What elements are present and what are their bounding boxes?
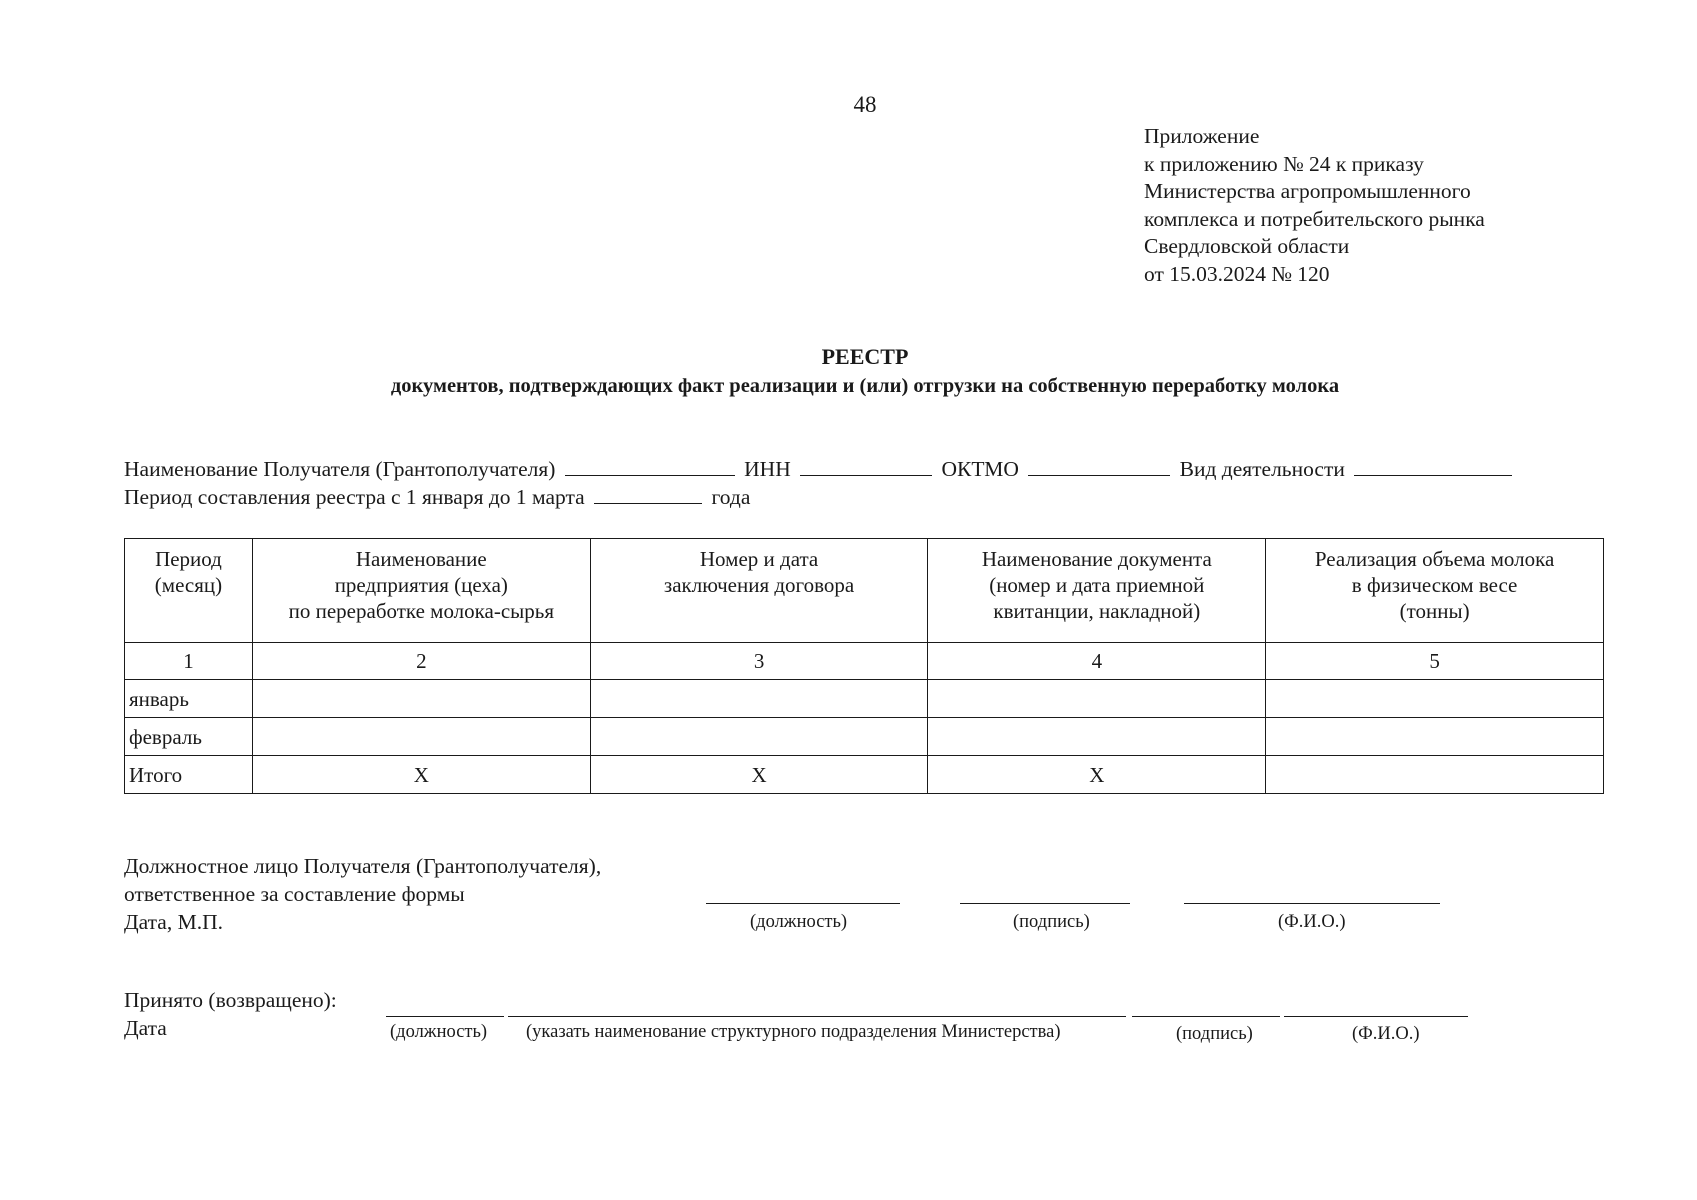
caption-fio: (Ф.И.О.) bbox=[1278, 912, 1346, 932]
activity-label: Вид деятельности bbox=[1179, 457, 1345, 481]
inn-label: ИНН bbox=[744, 457, 791, 481]
document-subtitle: документов, подтверждающих факт реализации и (или) отгрузки на собственную переработку молока bbox=[390, 375, 1340, 397]
row-label: февраль bbox=[125, 718, 253, 756]
document-title: РЕЕСТР bbox=[821, 344, 909, 369]
accepted-department-line[interactable] bbox=[508, 1015, 1126, 1017]
recipient-label: Наименование Получателя (Грантополучателя) bbox=[124, 457, 556, 481]
official-line: ответственное за составление формы bbox=[124, 882, 465, 906]
table-cell[interactable] bbox=[928, 718, 1266, 756]
fio-signature-line[interactable] bbox=[1184, 902, 1440, 904]
accepted-label: Принято (возвращено): bbox=[124, 988, 337, 1012]
register-table bbox=[124, 538, 1604, 794]
table-row-january bbox=[125, 680, 1604, 718]
header-cell-contract: Номер и дата заключения договора bbox=[590, 539, 928, 643]
activity-blank[interactable] bbox=[1354, 456, 1512, 476]
header-cell-volume: Реализация объема молока в физическом весе (тонны) bbox=[1266, 539, 1604, 643]
table-header-row bbox=[125, 539, 1604, 643]
caption-position: (должность) bbox=[750, 912, 848, 932]
table-cell[interactable] bbox=[928, 680, 1266, 718]
recipient-fields-line bbox=[124, 456, 1516, 482]
recipient-blank[interactable] bbox=[565, 456, 735, 476]
column-number: 5 bbox=[1266, 643, 1604, 680]
table-row-february bbox=[125, 718, 1604, 756]
appendix-line: от 15.03.2024 № 120 bbox=[1144, 261, 1330, 286]
row-label: Итого bbox=[125, 756, 253, 794]
header-cell-document: Наименование документа (номер и дата приемной квитанции, накладной) bbox=[928, 539, 1266, 643]
accepted-date-label: Дата bbox=[124, 1016, 167, 1040]
table-cell[interactable] bbox=[590, 718, 928, 756]
header-cell-enterprise: Наименование предприятия (цеха) по переработке молока-сырья bbox=[252, 539, 590, 643]
caption-accepted-signature: (подпись) bbox=[1176, 1024, 1253, 1044]
appendix-line: Министерства агропромышленного bbox=[1144, 179, 1471, 203]
table-cell[interactable] bbox=[590, 680, 928, 718]
column-number-row bbox=[125, 643, 1604, 680]
signature-line[interactable] bbox=[960, 902, 1130, 904]
appendix-line: комплекса и потребительского рынка bbox=[1144, 206, 1485, 231]
column-number: 1 bbox=[125, 643, 253, 680]
period-suffix: года bbox=[711, 485, 751, 509]
appendix-line: Приложение bbox=[1144, 124, 1260, 148]
table-cell[interactable] bbox=[1266, 680, 1604, 718]
accepted-block bbox=[124, 986, 337, 1042]
table-cell[interactable] bbox=[252, 718, 590, 756]
column-number: 4 bbox=[928, 643, 1266, 680]
table-cell[interactable] bbox=[1266, 718, 1604, 756]
caption-accepted-department: (указать наименование структурного подразделения Министерства) bbox=[526, 1022, 1061, 1042]
table-cell: X bbox=[928, 756, 1266, 794]
table-cell[interactable] bbox=[252, 680, 590, 718]
appendix-line: Свердловской области bbox=[1144, 234, 1350, 258]
header-cell-period: Период (месяц) bbox=[125, 539, 253, 643]
appendix-line: к приложению № 24 к приказу bbox=[1144, 151, 1424, 176]
oktmo-blank[interactable] bbox=[1028, 456, 1170, 476]
table-cell: X bbox=[590, 756, 928, 794]
table-cell: X bbox=[252, 756, 590, 794]
accepted-fio-line[interactable] bbox=[1284, 1015, 1468, 1017]
column-number: 2 bbox=[252, 643, 590, 680]
oktmo-label: ОКТМО bbox=[941, 457, 1019, 481]
caption-signature: (подпись) bbox=[1013, 912, 1090, 932]
row-label: январь bbox=[125, 680, 253, 718]
period-line bbox=[124, 484, 750, 510]
inn-blank[interactable] bbox=[800, 456, 932, 476]
official-line: Должностное лицо Получателя (Грантополучателя), bbox=[124, 854, 602, 878]
caption-accepted-fio: (Ф.И.О.) bbox=[1352, 1024, 1420, 1044]
accepted-signature-line[interactable] bbox=[1132, 1015, 1280, 1017]
official-block bbox=[124, 852, 601, 936]
table-cell[interactable] bbox=[1266, 756, 1604, 794]
page-number: 48 bbox=[853, 92, 877, 117]
caption-accepted-position: (должность) bbox=[390, 1022, 488, 1042]
period-year-blank[interactable] bbox=[594, 484, 702, 504]
table-row-total bbox=[125, 756, 1604, 794]
period-label: Период составления реестра с 1 января до 1 марта bbox=[124, 485, 585, 509]
column-number: 3 bbox=[590, 643, 928, 680]
position-signature-line[interactable] bbox=[706, 902, 900, 904]
official-line: Дата, М.П. bbox=[124, 910, 223, 934]
appendix-block bbox=[1144, 123, 1485, 288]
accepted-position-line[interactable] bbox=[386, 1015, 504, 1017]
